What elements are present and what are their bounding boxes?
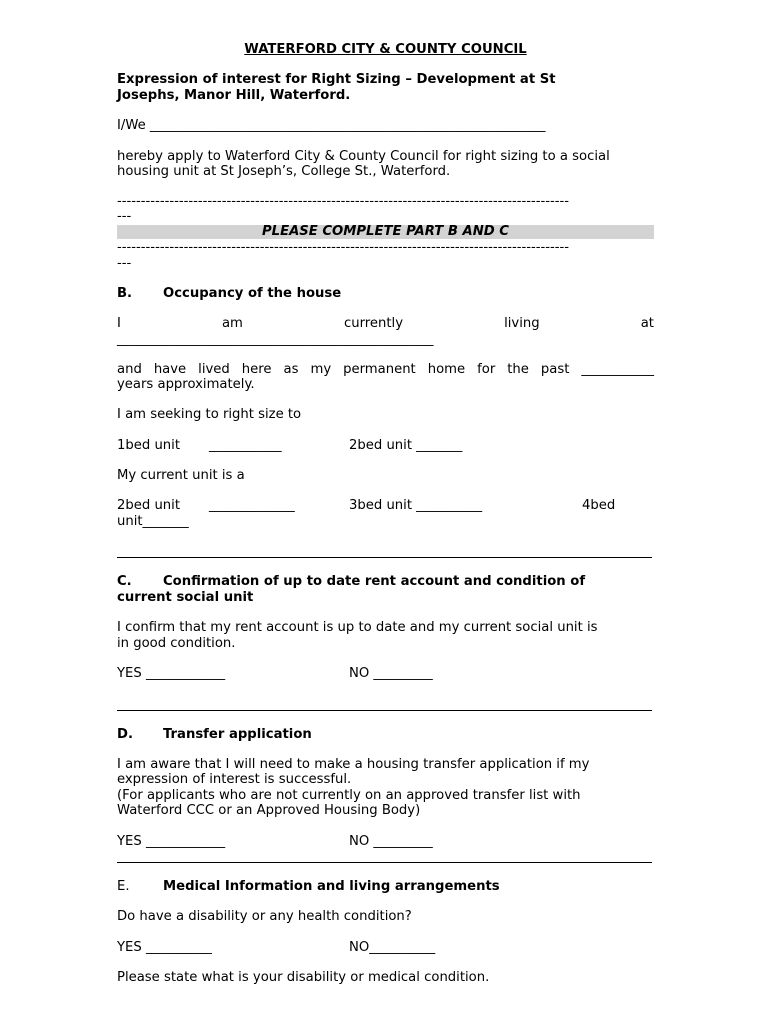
word: living [504, 316, 540, 331]
word: at [640, 316, 654, 331]
word: have [153, 362, 187, 377]
word: past [540, 362, 570, 377]
apply-text-line1: hereby apply to Waterford City & County Council for right sizing to a social [117, 149, 610, 164]
word: here [241, 362, 272, 377]
yes-field[interactable]: YES __________ [117, 940, 212, 955]
section-letter: E. [117, 879, 130, 894]
current-unit-text: My current unit is a [117, 468, 245, 483]
yes-field[interactable]: YES ____________ [117, 666, 226, 681]
apply-text-line2: housing unit at St Joseph’s, College St., Waterford. [117, 164, 451, 179]
section-divider [117, 557, 652, 558]
transfer-text-line3: (For applicants who are not currently on an approved transfer list with [117, 788, 581, 803]
section-d-heading [117, 727, 654, 743]
word: as [283, 362, 299, 377]
condition-prompt: Please state what is your disability or medical condition. [117, 970, 490, 985]
yes-field[interactable]: YES ____________ [117, 834, 226, 849]
section-title: Occupancy of the house [163, 286, 342, 301]
current-4bed-field[interactable]: unit_______ [117, 514, 189, 529]
banner-text: PLEASE COMPLETE PART B AND C [262, 224, 509, 239]
dash-separator: ----------------------------------------------------------------------------------------------- [117, 194, 570, 209]
lived-years-line [117, 362, 654, 378]
section-letter: C. [117, 574, 132, 589]
current-3bed-field[interactable]: 3bed unit __________ [349, 498, 483, 513]
lived-years-line2: years approximately. [117, 377, 255, 392]
form-subtitle-line2: Josephs, Manor Hill, Waterford. [117, 88, 351, 103]
word: am [221, 316, 243, 331]
dash-separator: --- [117, 209, 132, 224]
word: home [427, 362, 466, 377]
section-title: Transfer application [163, 727, 312, 742]
disability-question: Do have a disability or any health condition? [117, 909, 412, 924]
living-at-line [117, 316, 654, 332]
section-title: Medical Information and living arrangements [163, 879, 500, 894]
form-subtitle-line1: Expression of interest for Right Sizing – Development at St [117, 72, 556, 87]
section-c-heading [117, 574, 654, 590]
option-2bed-field[interactable]: 2bed unit _______ [349, 438, 463, 453]
section-b-heading [117, 286, 654, 302]
word: and [117, 362, 142, 377]
page-title: WATERFORD CITY & COUNTY COUNCIL [244, 42, 527, 57]
word: I [117, 316, 121, 331]
no-field[interactable]: NO _________ [349, 834, 433, 849]
seeking-text: I am seeking to right size to [117, 407, 302, 422]
section-letter: D. [117, 727, 133, 742]
word: my [310, 362, 332, 377]
word: the [507, 362, 529, 377]
word: currently [343, 316, 404, 331]
transfer-text-line2: expression of interest is successful. [117, 772, 352, 787]
no-field[interactable]: NO__________ [349, 940, 436, 955]
transfer-text-line1: I am aware that I will need to make a housing transfer application if my [117, 757, 590, 772]
confirm-text-line2: in good condition. [117, 636, 236, 651]
word: permanent [343, 362, 416, 377]
current-2bed-label: 2bed unit [117, 498, 180, 513]
address-field[interactable]: ________________________________________________ [117, 332, 434, 347]
transfer-text-line4: Waterford CCC or an Approved Housing Body) [117, 803, 421, 818]
section-divider [117, 710, 652, 711]
no-field[interactable]: NO _________ [349, 666, 433, 681]
iwe-name-field[interactable]: I/We ____________________________________________________________ [117, 118, 546, 133]
current-2bed-field[interactable]: _____________ [209, 498, 295, 513]
dash-separator: --- [117, 256, 132, 271]
section-c-heading-line2: current social unit [117, 590, 254, 605]
word: for [477, 362, 496, 377]
dash-separator: ----------------------------------------------------------------------------------------------- [117, 240, 570, 255]
section-divider [117, 862, 652, 863]
section-letter: B. [117, 286, 133, 301]
confirm-text-line1: I confirm that my rent account is up to date and my current social unit is [117, 620, 598, 635]
section-e-heading [117, 879, 654, 895]
option-1bed-field[interactable]: ___________ [209, 438, 282, 453]
section-title: Confirmation of up to date rent account and condition of [163, 574, 586, 589]
current-4bed-label: 4bed [582, 498, 616, 513]
word: lived [198, 362, 230, 377]
option-1bed-label: 1bed unit [117, 438, 180, 453]
years-field[interactable]: ___________ [581, 362, 654, 377]
